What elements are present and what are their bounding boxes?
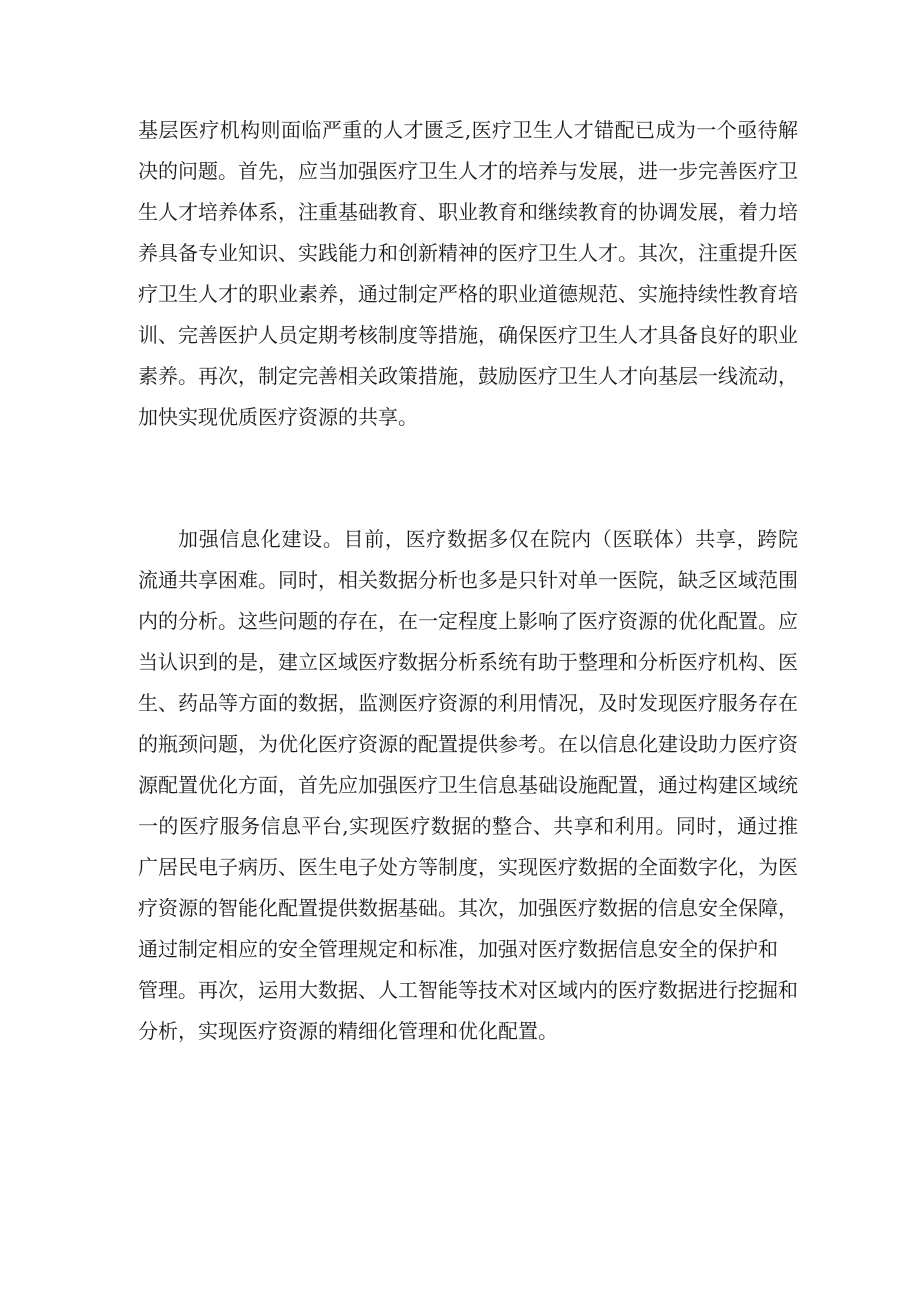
paragraph-line: 基层医疗机构则面临严重的人才匮乏,医疗卫生人才错配已成为一个亟待解 bbox=[138, 118, 798, 142]
paragraph-line: 生、药品等方面的数据，监测医疗资源的利用情况，及时发现医疗服务存在 bbox=[138, 691, 798, 715]
paragraph-line: 的瓶颈问题，为优化医疗资源的配置提供参考。在以信息化建设助力医疗资 bbox=[138, 732, 798, 756]
paragraph-line: 决的问题。首先，应当加强医疗卫生人才的培养与发展，进一步完善医疗卫 bbox=[138, 159, 798, 183]
paragraph-line: 疗资源的智能化配置提供数据基础。其次，加强医疗数据的信息安全保障， bbox=[138, 896, 798, 920]
paragraph-line: 生人才培养体系，注重基础教育、职业教育和继续教育的协调发展，着力培 bbox=[138, 200, 798, 224]
paragraph-line: 广居民电子病历、医生电子处方等制度，实现医疗数据的全面数字化，为医 bbox=[138, 855, 798, 879]
paragraph-line: 当认识到的是，建立区域医疗数据分析系统有助于整理和分析医疗机构、医 bbox=[138, 650, 798, 674]
paragraph-line: 养具备专业知识、实践能力和创新精神的医疗卫生人才。其次，注重提升医 bbox=[138, 241, 798, 265]
paragraph-line: 内的分析。这些问题的存在，在一定程度上影响了医疗资源的优化配置。应 bbox=[138, 609, 798, 633]
paragraph-first-line: 加强信息化建设。目前，医疗数据多仅在院内（医联体）共享，跨院 bbox=[178, 527, 798, 551]
paragraph-line: 源配置优化方面，首先应加强医疗卫生信息基础设施配置，通过构建区域统 bbox=[138, 773, 798, 797]
paragraph-line: 分析，实现医疗资源的精细化管理和优化配置。 bbox=[138, 1019, 558, 1043]
paragraph-line: 一的医疗服务信息平台,实现医疗数据的整合、共享和利用。同时，通过推 bbox=[138, 814, 798, 838]
paragraph-line: 管理。再次，运用大数据、人工智能等技术对区域内的医疗数据进行挖掘和 bbox=[138, 978, 798, 1002]
paragraph-line: 训、完善医护人员定期考核制度等措施，确保医疗卫生人才具备良好的职业 bbox=[138, 323, 798, 347]
paragraph-line: 加快实现优质医疗资源的共享。 bbox=[138, 405, 418, 429]
paragraph-line: 疗卫生人才的职业素养，通过制定严格的职业道德规范、实施持续性教育培 bbox=[138, 282, 798, 306]
paragraph-line: 流通共享困难。同时，相关数据分析也多是只针对单一医院，缺乏区域范围 bbox=[138, 568, 798, 592]
paragraph-line: 素养。再次，制定完善相关政策措施，鼓励医疗卫生人才向基层一线流动， bbox=[138, 364, 798, 388]
paragraph-line: 通过制定相应的安全管理规定和标准，加强对医疗数据信息安全的保护和 bbox=[138, 937, 778, 961]
